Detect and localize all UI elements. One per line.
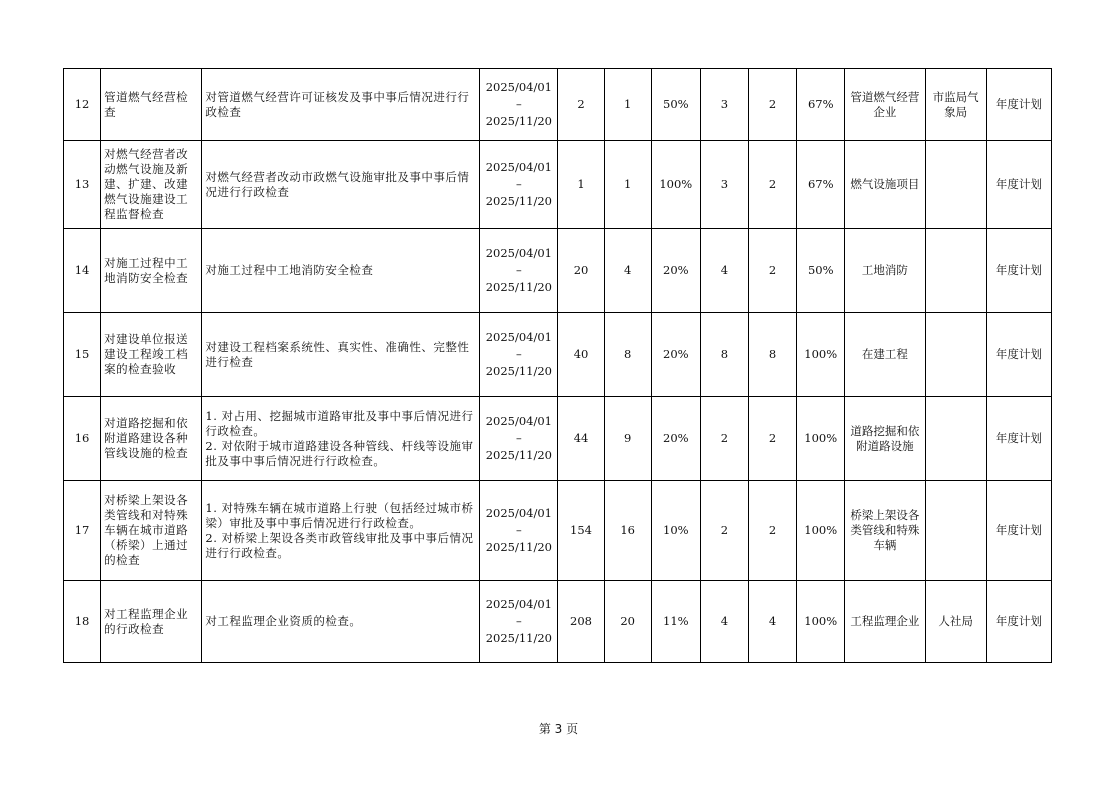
inspection-content: 对工程监理企业资质的检查。 bbox=[202, 581, 480, 663]
date-start: 2025/04/01 bbox=[485, 160, 552, 174]
inspection-content: 对管道燃气经营许可证核发及事中事后情况进行行政检查 bbox=[202, 69, 480, 141]
count-4: 4 bbox=[749, 581, 797, 663]
inspection-object: 燃气设施项目 bbox=[845, 141, 925, 229]
date-start: 2025/04/01 bbox=[485, 246, 552, 260]
count-3: 8 bbox=[700, 313, 748, 397]
count-total: 1 bbox=[558, 141, 604, 229]
count-4: 2 bbox=[749, 69, 797, 141]
date-range bbox=[480, 229, 558, 313]
date-start: 2025/04/01 bbox=[485, 330, 552, 344]
date-range bbox=[480, 69, 558, 141]
count-3: 3 bbox=[700, 141, 748, 229]
inspection-content: 对燃气经营者改动市政燃气设施审批及事中事后情况进行行政检查 bbox=[202, 141, 480, 229]
date-end: 2025/11/20 bbox=[485, 540, 552, 554]
date-separator: – bbox=[515, 523, 522, 537]
inspection-content: 对施工过程中工地消防安全检查 bbox=[202, 229, 480, 313]
ratio-2: 100% bbox=[797, 397, 845, 481]
inspection-object: 管道燃气经营企业 bbox=[845, 69, 925, 141]
count-sampled: 9 bbox=[604, 397, 651, 481]
inspection-item: 对施工过程中工地消防安全检查 bbox=[101, 229, 202, 313]
plan-type: 年度计划 bbox=[986, 481, 1051, 581]
date-end: 2025/11/20 bbox=[485, 631, 552, 645]
joint-department bbox=[925, 313, 986, 397]
inspection-object: 在建工程 bbox=[845, 313, 925, 397]
table-row bbox=[64, 229, 1052, 313]
ratio-1: 100% bbox=[651, 141, 700, 229]
plan-type: 年度计划 bbox=[986, 581, 1051, 663]
content-line: 2. 对桥梁上架设各类市政管线审批及事中事后情况进行行政检查。 bbox=[205, 530, 474, 560]
ratio-1: 20% bbox=[651, 397, 700, 481]
row-number: 17 bbox=[64, 481, 101, 581]
ratio-2: 50% bbox=[797, 229, 845, 313]
page-number: 第 3 页 bbox=[538, 722, 579, 736]
plan-type: 年度计划 bbox=[986, 141, 1051, 229]
row-number: 14 bbox=[64, 229, 101, 313]
date-separator: – bbox=[515, 431, 522, 445]
row-number: 18 bbox=[64, 581, 101, 663]
count-4: 2 bbox=[749, 481, 797, 581]
content-line: 1. 对特殊车辆在城市道路上行驶（包括经过城市桥梁）审批及事中事后情况进行行政检查。 bbox=[205, 500, 474, 530]
table-row bbox=[64, 481, 1052, 581]
joint-department bbox=[925, 229, 986, 313]
joint-department: 市监局气象局 bbox=[925, 69, 986, 141]
date-separator: – bbox=[515, 614, 522, 628]
date-separator: – bbox=[515, 263, 522, 277]
ratio-2: 67% bbox=[797, 141, 845, 229]
count-total: 20 bbox=[558, 229, 604, 313]
ratio-1: 20% bbox=[651, 313, 700, 397]
date-range bbox=[480, 481, 558, 581]
inspection-item: 管道燃气经营检查 bbox=[101, 69, 202, 141]
date-end: 2025/11/20 bbox=[485, 280, 552, 294]
ratio-2: 100% bbox=[797, 581, 845, 663]
date-end: 2025/11/20 bbox=[485, 194, 552, 208]
count-sampled: 20 bbox=[604, 581, 651, 663]
table-row bbox=[64, 141, 1052, 229]
date-separator: – bbox=[515, 177, 522, 191]
joint-department bbox=[925, 481, 986, 581]
count-3: 2 bbox=[700, 397, 748, 481]
row-number: 12 bbox=[64, 69, 101, 141]
inspection-object: 桥梁上架设各类管线和特殊车辆 bbox=[845, 481, 925, 581]
ratio-2: 100% bbox=[797, 481, 845, 581]
count-4: 8 bbox=[749, 313, 797, 397]
count-sampled: 16 bbox=[604, 481, 651, 581]
inspection-content bbox=[202, 481, 480, 581]
inspection-plan-table bbox=[63, 68, 1052, 663]
date-start: 2025/04/01 bbox=[485, 597, 552, 611]
count-sampled: 8 bbox=[604, 313, 651, 397]
date-separator: – bbox=[515, 347, 522, 361]
date-range bbox=[480, 313, 558, 397]
joint-department bbox=[925, 141, 986, 229]
plan-type: 年度计划 bbox=[986, 313, 1051, 397]
count-4: 2 bbox=[749, 229, 797, 313]
ratio-1: 10% bbox=[651, 481, 700, 581]
count-sampled: 1 bbox=[604, 69, 651, 141]
count-3: 3 bbox=[700, 69, 748, 141]
inspection-item: 对工程监理企业的行政检查 bbox=[101, 581, 202, 663]
table-row bbox=[64, 397, 1052, 481]
plan-type: 年度计划 bbox=[986, 69, 1051, 141]
joint-department bbox=[925, 397, 986, 481]
count-sampled: 1 bbox=[604, 141, 651, 229]
content-line: 1. 对占用、挖掘城市道路审批及事中事后情况进行行政检查。 bbox=[205, 408, 474, 438]
inspection-object: 工地消防 bbox=[845, 229, 925, 313]
inspection-content: 对建设工程档案系统性、真实性、准确性、完整性进行检查 bbox=[202, 313, 480, 397]
table-row bbox=[64, 581, 1052, 663]
row-number: 13 bbox=[64, 141, 101, 229]
count-sampled: 4 bbox=[604, 229, 651, 313]
inspection-item: 对道路挖掘和依附道路建设各种管线设施的检查 bbox=[101, 397, 202, 481]
count-4: 2 bbox=[749, 397, 797, 481]
count-total: 44 bbox=[558, 397, 604, 481]
date-range bbox=[480, 397, 558, 481]
inspection-object: 工程监理企业 bbox=[845, 581, 925, 663]
date-start: 2025/04/01 bbox=[485, 414, 552, 428]
date-start: 2025/04/01 bbox=[485, 506, 552, 520]
date-end: 2025/11/20 bbox=[485, 114, 552, 128]
ratio-2: 100% bbox=[797, 313, 845, 397]
ratio-1: 50% bbox=[651, 69, 700, 141]
inspection-item: 对桥梁上架设各类管线和对特殊车辆在城市道路（桥梁）上通过的检查 bbox=[101, 481, 202, 581]
count-total: 154 bbox=[558, 481, 604, 581]
table-row bbox=[64, 69, 1052, 141]
date-end: 2025/11/20 bbox=[485, 364, 552, 378]
inspection-item: 对燃气经营者改动燃气设施及新建、扩建、改建燃气设施建设工程监督检查 bbox=[101, 141, 202, 229]
date-start: 2025/04/01 bbox=[485, 80, 552, 94]
count-total: 40 bbox=[558, 313, 604, 397]
count-3: 2 bbox=[700, 481, 748, 581]
joint-department: 人社局 bbox=[925, 581, 986, 663]
count-total: 208 bbox=[558, 581, 604, 663]
ratio-1: 20% bbox=[651, 229, 700, 313]
date-separator: – bbox=[515, 97, 522, 111]
count-total: 2 bbox=[558, 69, 604, 141]
plan-type: 年度计划 bbox=[986, 397, 1051, 481]
date-range bbox=[480, 141, 558, 229]
inspection-item: 对建设单位报送建设工程竣工档案的检查验收 bbox=[101, 313, 202, 397]
plan-type: 年度计划 bbox=[986, 229, 1051, 313]
inspection-object: 道路挖掘和依附道路设施 bbox=[845, 397, 925, 481]
ratio-2: 67% bbox=[797, 69, 845, 141]
count-3: 4 bbox=[700, 581, 748, 663]
count-4: 2 bbox=[749, 141, 797, 229]
row-number: 15 bbox=[64, 313, 101, 397]
ratio-1: 11% bbox=[651, 581, 700, 663]
date-end: 2025/11/20 bbox=[485, 448, 552, 462]
date-range bbox=[480, 581, 558, 663]
row-number: 16 bbox=[64, 397, 101, 481]
content-line: 2. 对依附于城市道路建设各种管线、杆线等设施审批及事中事后情况进行行政检查。 bbox=[205, 438, 474, 468]
table-row bbox=[64, 313, 1052, 397]
count-3: 4 bbox=[700, 229, 748, 313]
inspection-content bbox=[202, 397, 480, 481]
